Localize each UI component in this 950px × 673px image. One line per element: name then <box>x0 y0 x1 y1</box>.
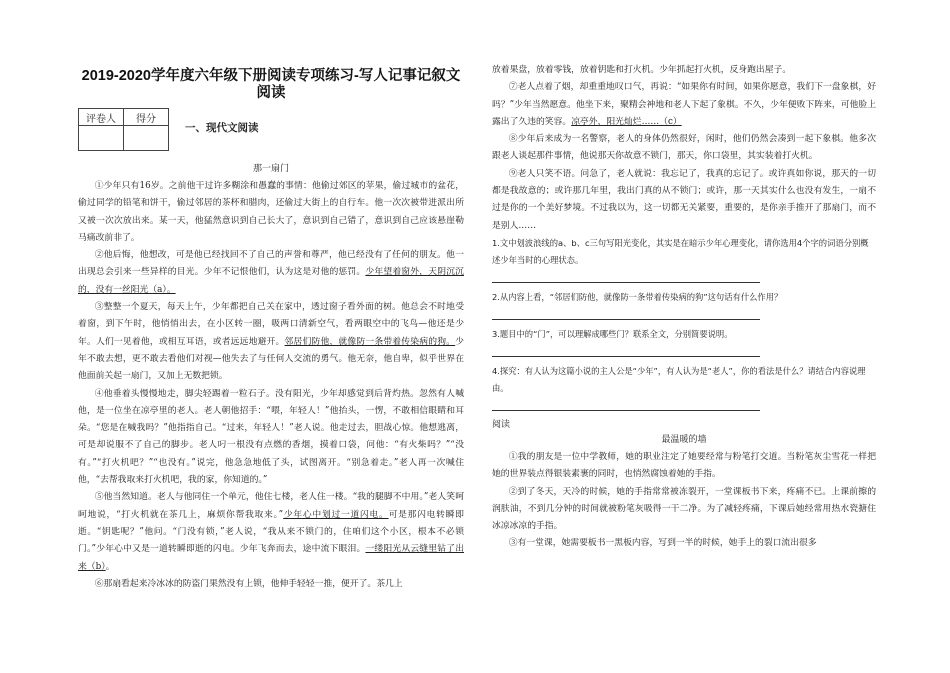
left-column <box>78 62 464 593</box>
score-table <box>78 108 169 151</box>
wavy-sentence-a: 少年望着窗外，天阴沉沉的，没有一丝阳光（a）。 <box>78 267 464 295</box>
question-4: 4.探究：有人认为这篇小说的主人公是“少年”，有人认为是“老人”，你的看法是什么？请结合内容说理由。 <box>492 365 866 393</box>
score-cell-score[interactable] <box>124 126 169 151</box>
title-line-1: 2019-2020学年度六年级下册阅读专项练习-写人记事记叙文 <box>81 68 461 84</box>
story-paragraph-3 <box>78 299 464 385</box>
question-2: 2.从内容上看，“邻居们防他，就像防一条带着传染病的狗”这句话有什么作用？ <box>492 291 783 302</box>
story-paragraph-6: ⑥那扇看起来冷冰冰的防盗门果然没有上锁，他伸手轻轻一推，便开了。茶几上 <box>94 578 403 589</box>
answer-line-4[interactable] <box>492 397 760 411</box>
score-header-score: 得分 <box>124 109 169 126</box>
score-area <box>78 108 464 151</box>
paragraph-2-text: ②他后悔，他想改，可是他已经找回不了自己的声誉和尊严，他已经没有了任何的朋友。他一出现总会引来一些异样的目光。少年不记恨他们，认为这是对他的惩罚。 <box>78 250 464 278</box>
story-paragraph-7 <box>492 79 876 131</box>
paragraph-7-text: ⑦老人点着了烟，却重重地叹口气，再说：“如果你有时间，如果你愿意，我们下一盘象棋，好吗？”少年当然愿意。他坐下来，聚精会神地和老人下起了象棋。不久，少年便败下阵来，可他脸上露出了久违的笑容。 <box>492 82 876 127</box>
story-2-paragraph-2: ②到了冬天，天冷的时候，她的手指常常被冻裂开，一堂课板书下来，疼痛不已。上课前擦的润肤油，不到几分钟的时间就被粉笔灰吸得一干二净。为了减轻疼痛，下课后她经常用热水瓷搪住冰凉冰凉的手指。 <box>492 486 876 532</box>
underlined-sentence-dog: 邻居们防他，就像防一条带着传染病的狗。 <box>284 336 456 347</box>
paragraph-5-tail: 可是那闪电转瞬即逝。“钥匙呢？”他问。“门没有锁，”老人说，“我从来不锁门的，住咱们这个小区，根本不必锁门。”少年心中又是一道转瞬即逝的闪电。少年飞奔而去，途中流下眼泪。 <box>78 509 464 555</box>
story-2-paragraph-3: ③有一堂课，她需要板书一黑板内容，写到一半的时候，她手上的裂口流出很多 <box>508 538 817 549</box>
story-paragraph-4: ④他垂着头慢慢地走，脚尖轻踢着一粒石子。没有阳光，少年却感觉到后背灼热。忽然有人喊他，是一位坐在凉亭里的老人。老人朝他招手：“喂，年轻人！”他抬头，一愣，不敢相信眼睛和耳朵。“您是在喊我吗？”他指指自己。“过来，年轻人！”老人说。他走过去，胆战心惊。他想逃离，可是却说服不了自己的脚步。老人叼一根没有点燃的香烟，摸着口袋，问他：“有火柴吗？”“没有。”“打火机吧？”“也没有。”说完，他急急地低了头，试图离开。“别急着走。”老人再一次喊住他，“去帮我取来打火机吧，我的家，你知道的。” <box>78 388 464 486</box>
answer-line-2[interactable] <box>492 306 760 320</box>
score-header-grader: 评卷人 <box>79 109 124 126</box>
question-3: 3.题目中的“门”，可以理解成哪些门？联系全文，分别简要说明。 <box>492 328 733 339</box>
story-paragraph-8: ⑧少年后来成为一名警察，老人的身体仍然很好，闲时，他们仍然会凑到一起下象棋。他多次跟老人谈起那件事情，他说那天你故意不锁门，那天，你口袋里，其实装着打火机。 <box>492 134 876 162</box>
paragraph-6-continued: 放着果盘，放着零钱，放着钥匙和打火机。少年抓起打火机，反身跑出屋子。 <box>492 65 792 75</box>
story-2-title: 最温暖的墙 <box>661 434 707 445</box>
answer-line-3[interactable] <box>492 343 760 357</box>
paragraph-5-end: 。 <box>105 561 115 572</box>
wavy-sentence-c: 凉亭外，阳光灿烂……（c） <box>571 116 682 127</box>
story-paragraph-9: ⑨老人只笑不语。问急了，老人就说：我忘记了，我真的忘记了。或许真如你说，那天的一切都是我故意的；或许那几年里，我出门真的从不锁门；或许，那一天其实什么也没有发生，一扇不过是你的一个美好梦境。不过我以为，这一切都无关紧要，重要的，是你亲手推开了那扇门，而不是别人…… <box>492 168 876 231</box>
story-paragraph-1: ①少年只有16岁。之前他干过许多糊涂和愚蠢的事情：他偷过郊区的苹果，偷过城市的盆花，偷过同学的铅笔和饼干，偷过邻居的茶杯和腊肉，还偷过大街上的自行车。他一次次被带进派出所又被一次次放出来。某一天，他猛然意识到自己长大了，意识到自己错了，意识到自己应该悬崖勒马痛改前非了。 <box>78 181 464 243</box>
paragraph-3-text: ③整整一个夏天，每天上午，少年都把自己关在家中，透过窗子看外面的树。他总会不时地受着窗，到下午时，他悄悄出去，在小区转一圈，吸两口清新空气，看两眼空中的飞鸟—他还是少年。人们一见着他，或相互耳语，或者远远地避开。 <box>78 302 464 347</box>
story-paragraph-5 <box>78 489 464 575</box>
title-line-2: 阅读 <box>256 85 286 101</box>
right-column <box>492 62 876 553</box>
underlined-lightning: 少年心中划过一道闪电。 <box>283 509 389 520</box>
section-heading: 一、现代文阅读 <box>185 122 259 134</box>
document-title <box>78 68 464 102</box>
wavy-sentence-b: 一缕阳光从云缝里钻了出来（b） <box>78 544 464 572</box>
question-1: 1.文中划波浪线的a、b、c三句写阳光变化，其实是在暗示少年心理变化，请你选用4个字的词语分别概述少年当时的心理状态。 <box>492 237 869 265</box>
score-cell-grader[interactable] <box>79 126 124 151</box>
paragraph-3-tail: 少年不敢去想，更不敢去看他们对视—他失去了与任何人交流的勇气。他无奈，他自卑，似乎世界在他面前关起一扇门，又加上无数把锁。 <box>78 336 464 382</box>
story-title: 那一扇门 <box>252 164 289 174</box>
story-2-paragraph-1: ①我的朋友是一位中学教师，她的职业注定了她要经常与粉笔打交道。当粉笔灰尘雪花一样把她的世界装点得银装素裹的同时，也悄然腐蚀着她的手指。 <box>492 451 876 480</box>
answer-line-1[interactable] <box>492 269 760 283</box>
reading-label: 阅读 <box>492 419 511 430</box>
paragraph-5-text: ⑤他当然知道。老人与他同住一个单元，他住七楼，老人住一楼。“我的腿脚不中用。”老人笑呵呵地说，“打火机就在茶几上，麻烦你帮我取来。” <box>78 492 464 520</box>
story-paragraph-2 <box>78 247 464 299</box>
